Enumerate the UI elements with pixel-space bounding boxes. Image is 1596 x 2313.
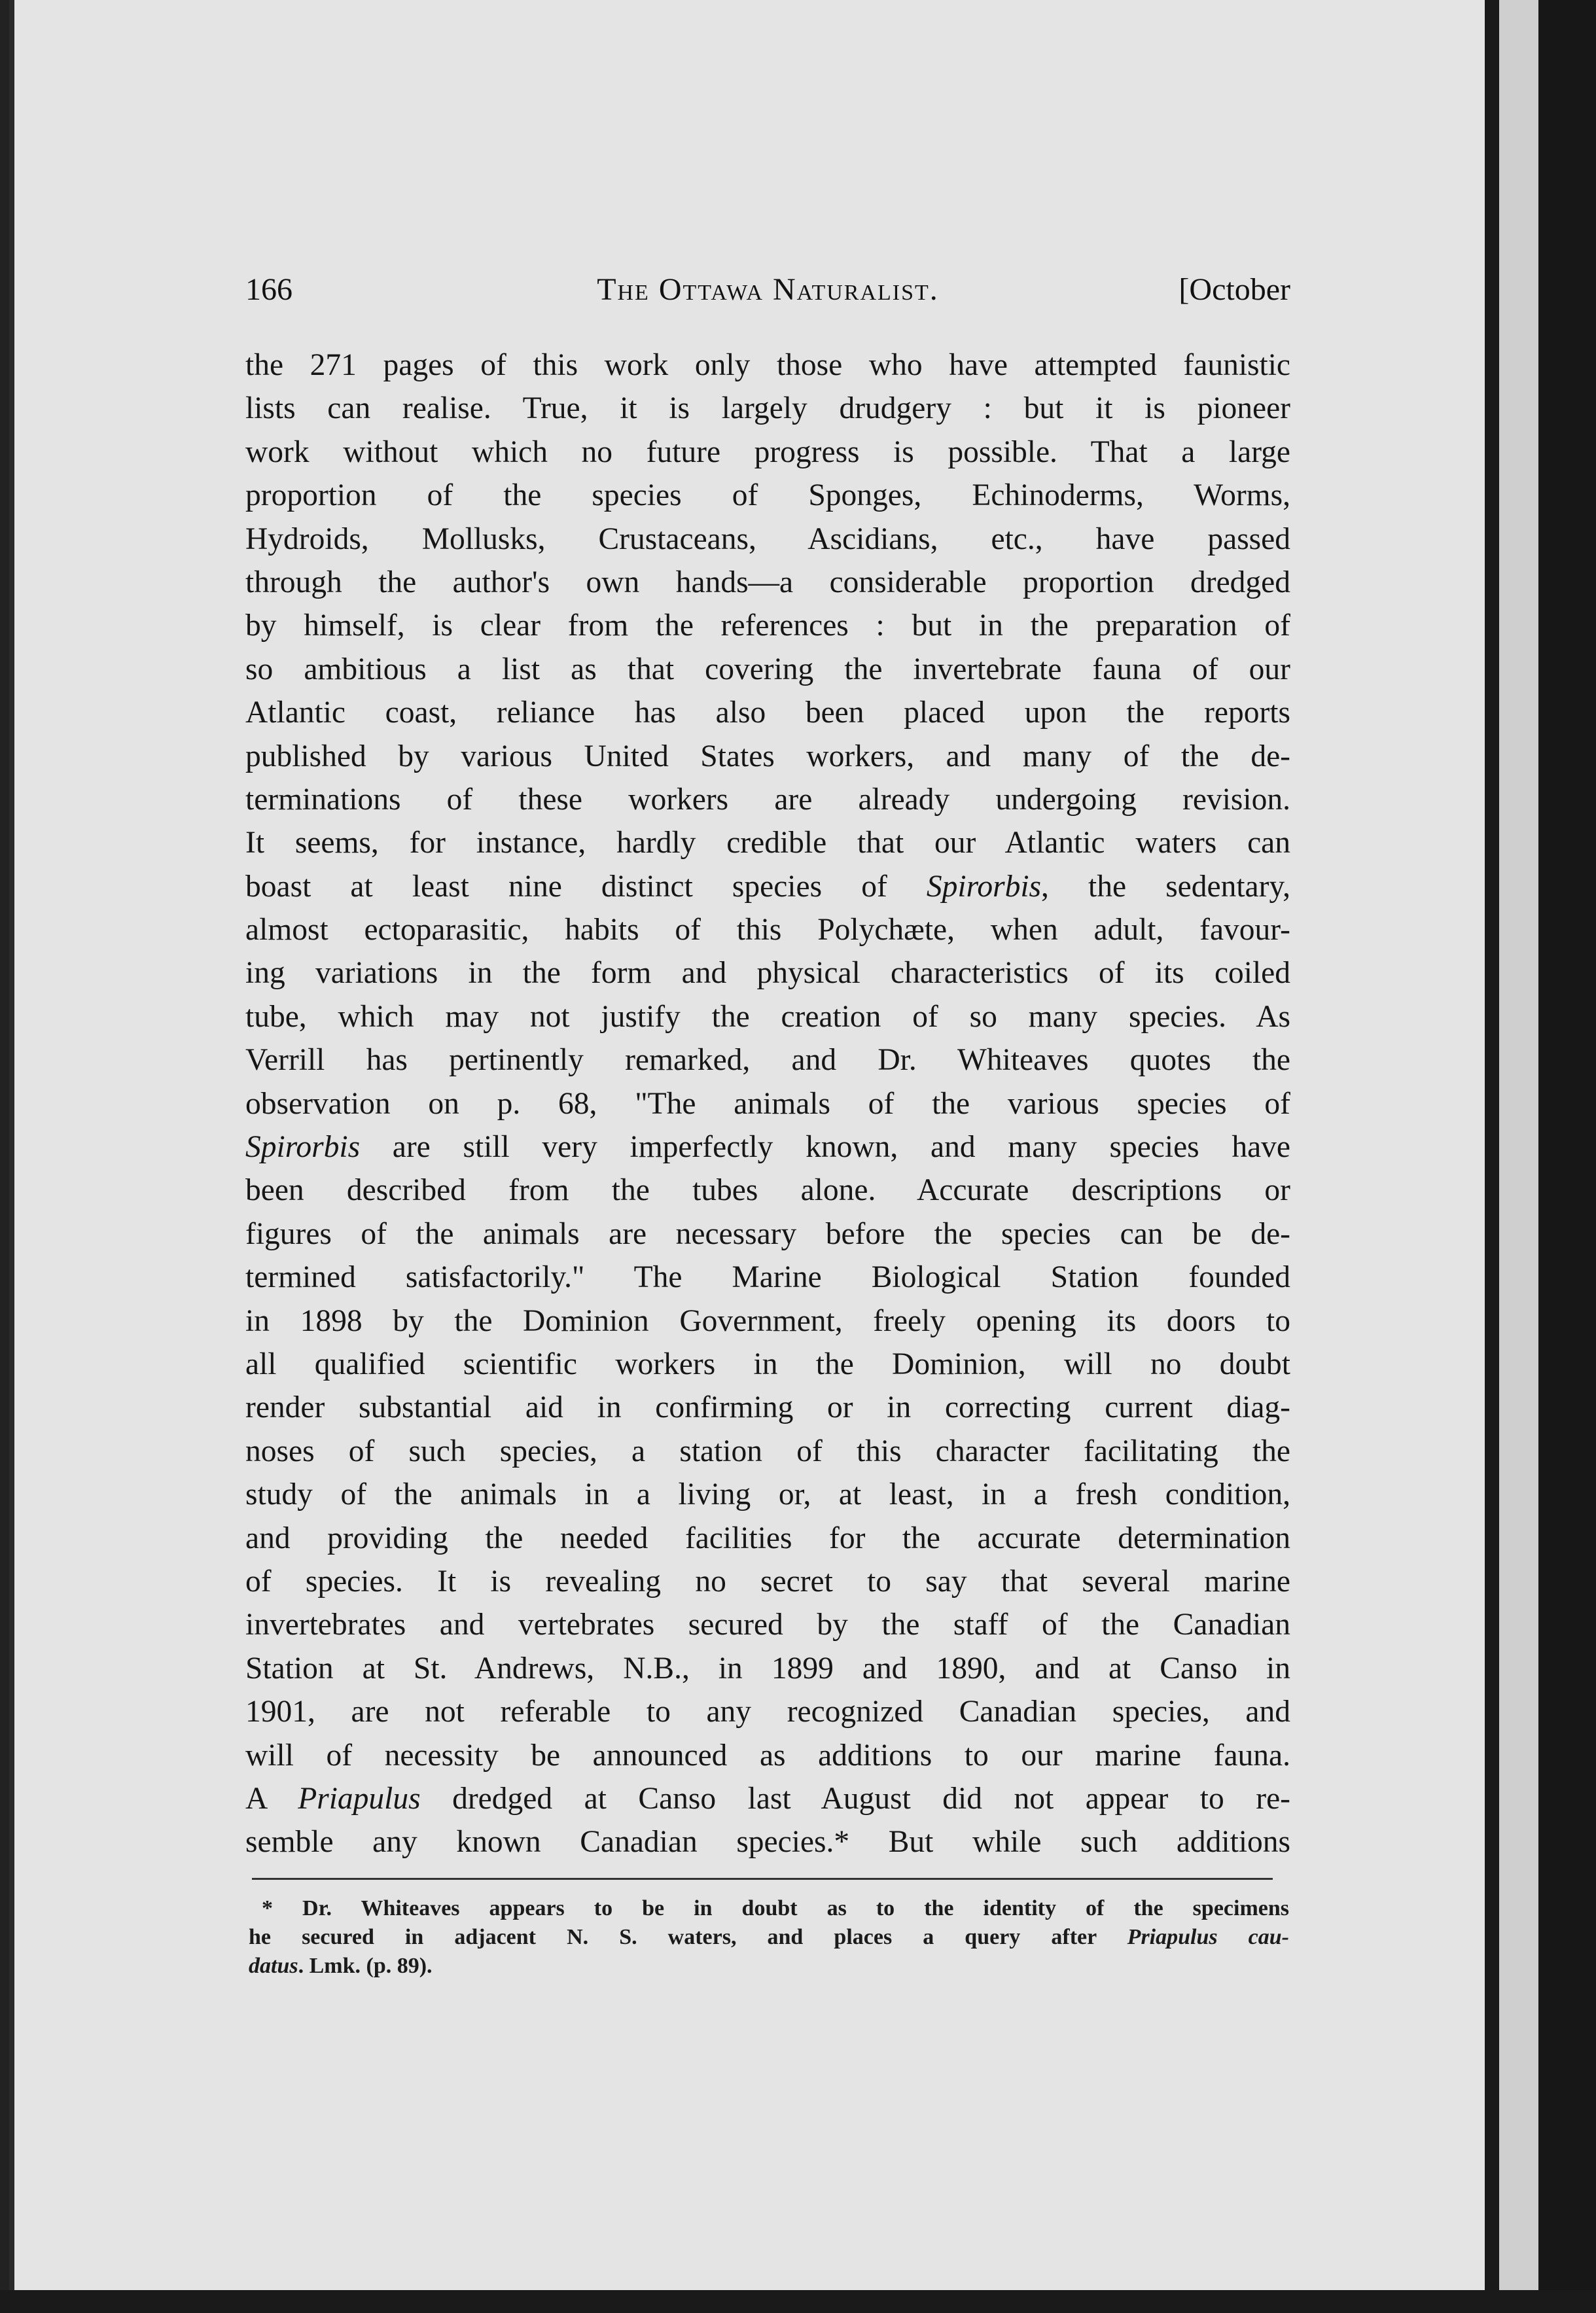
text-line: Verrill has pertinently remarked, and Dr. Whiteaves quotes the [245, 1043, 1290, 1078]
running-header [245, 272, 1290, 311]
text-line: invertebrates and vertebrates secured by the staff of the Canadian [245, 1608, 1290, 1642]
text-line: will of necessity be announced as additions to our marine fauna. [245, 1738, 1290, 1773]
footnote-line: datus. Lmk. (p. 89). [249, 1954, 433, 1978]
text-line: by himself, is clear from the references : but in the preparation of [245, 609, 1290, 643]
footnote-line: he secured in adjacent N. S. waters, and places a query after Priapulus cau- [249, 1925, 1289, 1949]
scan-bottom-border [0, 2290, 1596, 2313]
issue-month: [October [1179, 272, 1290, 307]
page-number: 166 [245, 272, 293, 307]
text-line: so ambitious a list as that covering the invertebrate fauna of our [245, 652, 1290, 686]
text-line: Atlantic coast, reliance has also been placed upon the reports [245, 696, 1290, 730]
adjacent-page-strip [1499, 0, 1538, 2313]
footnote [249, 1894, 1289, 1981]
text-line: of species. It is revealing no secret to say that several marine [245, 1564, 1290, 1598]
text-line: render substantial aid in confirming or in correcting current diag- [245, 1390, 1290, 1425]
footnote-rule [252, 1878, 1273, 1880]
text-line: terminations of these workers are already undergoing revision. [245, 782, 1290, 817]
text-line: noses of such species, a station of this character facilitating the [245, 1434, 1290, 1468]
text-line: boast at least nine distinct species of Spirorbis, the sedentary, [245, 869, 1290, 904]
text-line: almost ectoparasitic, habits of this Polychæte, when adult, favour- [245, 913, 1290, 947]
text-line: Hydroids, Mollusks, Crustaceans, Ascidians, etc., have passed [245, 521, 1290, 556]
text-line: 1901, are not referable to any recognized Canadian species, and [245, 1695, 1290, 1729]
text-line: Station at St. Andrews, N.B., in 1899 and 1890, and at Canso in [245, 1651, 1290, 1686]
text-line: in 1898 by the Dominion Government, freely opening its doors to [245, 1303, 1290, 1338]
text-line: proportion of the species of Sponges, Echinoderms, Worms, [245, 478, 1290, 513]
scan-border [1538, 0, 1596, 2313]
text-line: tube, which may not justify the creation of so many species. As [245, 999, 1290, 1034]
text-line: semble any known Canadian species.* But while such additions [245, 1825, 1290, 1860]
text-line: lists can realise. True, it is largely drudgery : but it is pioneer [245, 391, 1290, 426]
text-line: work without which no future progress is possible. That a large [245, 434, 1290, 469]
text-line: published by various United States workers, and many of the de- [245, 739, 1290, 773]
text-line: been described from the tubes alone. Accurate descriptions or [245, 1173, 1290, 1208]
text-line: observation on p. 68, "The animals of the various species of [245, 1086, 1290, 1121]
footnote-line: * Dr. Whiteaves appears to be in doubt as to the identity of the specimens [262, 1896, 1289, 1920]
text-line: A Priapulus dredged at Canso last August did not appear to re- [245, 1781, 1290, 1816]
text-line: through the author's own hands—a considerable proportion dredged [245, 565, 1290, 599]
body-text [245, 344, 1290, 1864]
text-line: study of the animals in a living or, at least, in a fresh condition, [245, 1477, 1290, 1512]
journal-title: The Ottawa Naturalist. [597, 272, 939, 307]
text-line: Spirorbis are still very imperfectly known, and many species have [245, 1130, 1290, 1165]
page-edge-shadow [1485, 0, 1499, 2313]
text-line: termined satisfactorily." The Marine Biological Station founded [245, 1260, 1290, 1295]
text-line: ing variations in the form and physical characteristics of its coiled [245, 956, 1290, 991]
text-line: figures of the animals are necessary before the species can be de- [245, 1216, 1290, 1251]
text-line: It seems, for instance, hardly credible that our Atlantic waters can [245, 826, 1290, 860]
text-line: the 271 pages of this work only those who have attempted faunistic [245, 348, 1290, 382]
text-line: and providing the needed facilities for the accurate determination [245, 1521, 1290, 1555]
text-line: all qualified scientific workers in the Dominion, will no doubt [245, 1347, 1290, 1381]
